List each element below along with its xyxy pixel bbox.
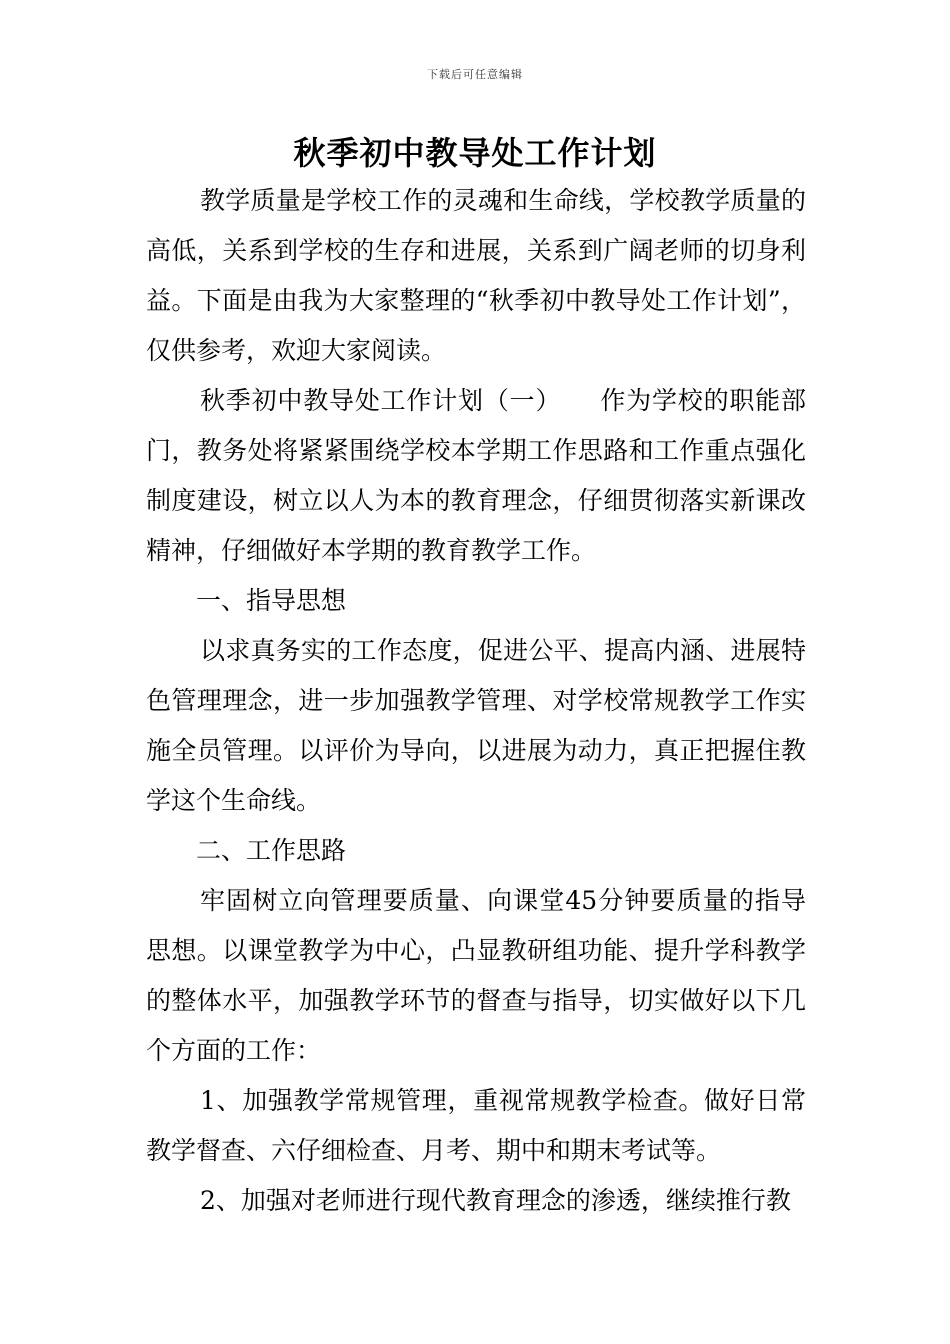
page-header-note: 下载后可任意编辑 (427, 68, 523, 81)
document-body (146, 176, 806, 1226)
section-heading-guiding-thought: 一、指导思想 (196, 586, 347, 615)
guiding-thought-paragraph: 以求真务实的工作态度，促进公平、提高内涵、进展特色管理理念，进一步加强教学管理、对学校常规教学工作实施全员管理。以评价为导向，以进展为动力，真正把握住教学这个生命线。 (146, 636, 806, 815)
work-approach-paragraph: 牢固树立向管理要质量、向课堂45分钟要质量的指导思想。以课堂教学为中心，凸显教研组功能、提升学科教学的整体水平，加强教学环节的督查与指导，切实做好以下几个方面的工作： (146, 886, 806, 1065)
plan-one-paragraph: 秋季初中教导处工作计划（一） 作为学校的职能部门，教务处将紧紧围绕学校本学期工作思路和工作重点强化制度建设，树立以人为本的教育理念，仔细贯彻落实新课改精神，仔细做好本学期的教育教学工作。 (146, 386, 806, 565)
list-item-1: 1、加强教学常规管理，重视常规教学检查。做好日常教学督查、六仔细检查、月考、期中和期末考试等。 (146, 1086, 806, 1165)
section-heading-work-approach: 二、工作思路 (196, 836, 347, 865)
intro-paragraph: 教学质量是学校工作的灵魂和生命线，学校教学质量的高低，关系到学校的生存和进展，关系到广阔老师的切身利益。下面是由我为大家整理的“秋季初中教导处工作计划”，仅供参考，欢迎大家阅读。 (146, 186, 806, 365)
list-item-2: 2、加强对老师进行现代教育理念的渗透，继续推行教 (200, 1186, 791, 1215)
document-title: 秋季初中教导处工作计划 (293, 134, 657, 172)
